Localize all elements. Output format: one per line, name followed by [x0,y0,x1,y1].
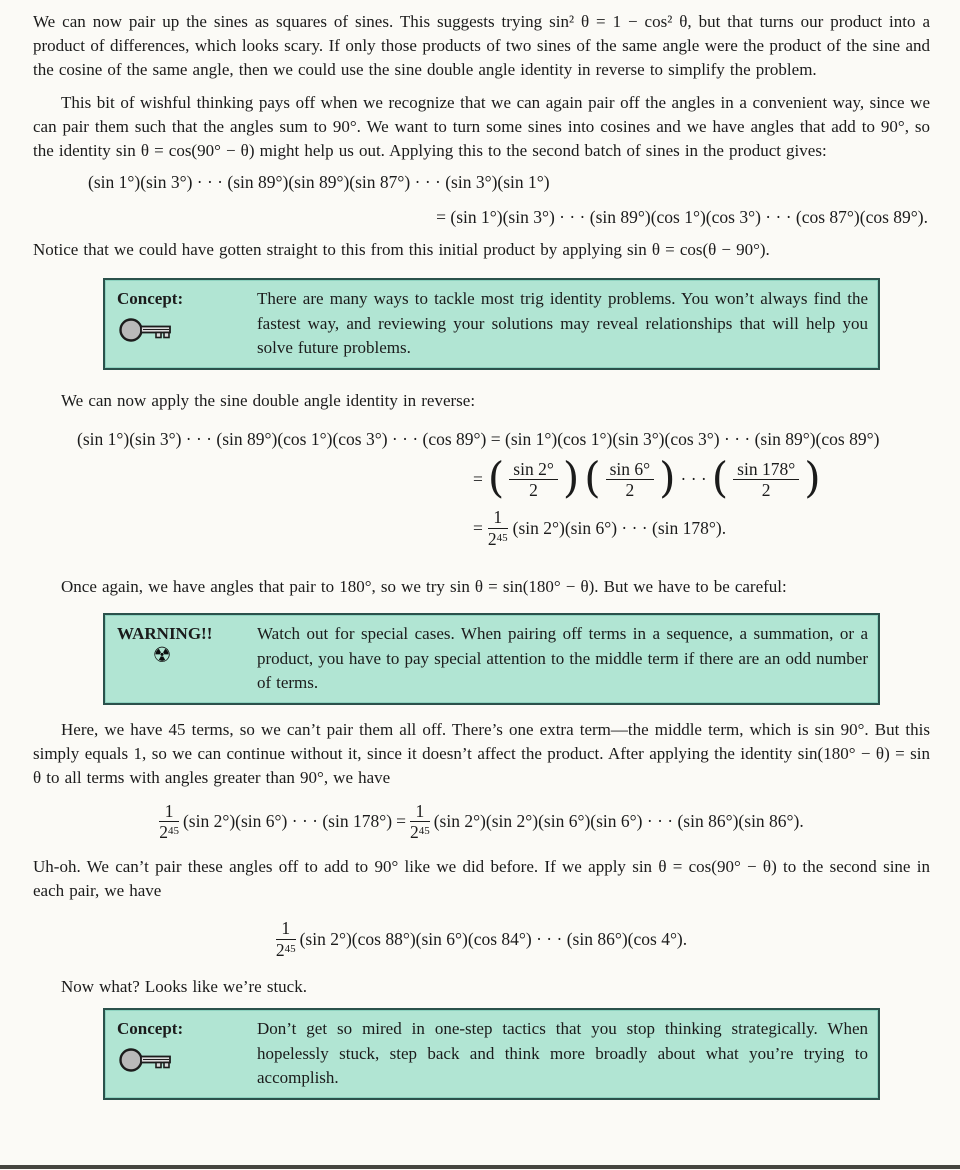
left-product: (sin 2°)(sin 6°) · · · (sin 178°) [182,811,393,832]
paragraph-apply-reverse: We can now apply the sine double angle identity in reverse: [61,390,476,410]
warning-label: WARNING!! [117,624,213,644]
product-terms: (sin 2°)(cos 88°)(sin 6°)(cos 84°) · · · (sin 86°)(cos 4°). [299,929,688,950]
equation-double-angle-line2: = ( $\frac{\sin 2^\circ}{2}$ ) ( $\frac{\sin 6^\circ}{2}$ ) · · · ( $\frac{\sin 178^\circ}{2}$ ) [473,452,821,502]
equation-pair-again [33,802,930,843]
concept-box-2-text: Don’t get so mired in one-step tactics that you stop thinking strategically. When hopelessly stuck, step back and think more broadly about what you’re trying to accomplish. [257,1019,868,1088]
key-icon [119,315,257,350]
paragraph-notice: Notice that we could have gotten straight to this from this initial product by applying sin θ = cos(θ − 90°). [33,240,770,259]
key-icon [119,1045,257,1080]
product-terms: (sin 2°)(sin 6°) · · · (sin 178°). [512,518,727,539]
paragraph-pair-squares: We can now pair up the sines as squares of sines. This suggests trying sin² θ = 1 − cos² θ, but that turns our product into a product of differences, which looks scary. If only those products of two sines of the same angle were the product of the sine and the cosine of the same angle, then we could use the sine double angle identity in reverse to simplify the problem. [33,12,930,79]
concept-box-2-label-column [117,1017,257,1091]
equals-sign: = [473,469,483,490]
fraction-one-over-2-45: $\frac{1}{2^{45}}$ [159,800,179,843]
paragraph-now-what: Now what? Looks like we’re stuck. [61,977,307,997]
fraction-one-over-2-45: $\frac{1}{2^{45}}$ [275,918,296,961]
paragraph-45-terms: Here, we have 45 terms, so we can’t pair them all off. There’s one extra term—the middle term, which is sin 90°. But this simply equals 1, so we can continue without it, since it doesn’t affect the product. After applying the identity sin(180° − θ) = sin θ to all terms with angles greater than 90°, we have [33,719,930,787]
equation-double-angle-line1: (sin 1°)(sin 3°) · · · (sin 89°)(cos 1°)(cos 3°) · · · (cos 89°) = (sin 1°)(cos 1°)(sin 3°)(cos 3°) · · · (sin 89°)(cos 89°) [77,428,880,449]
equation-sine-product-line1: (sin 1°)(sin 3°) · · · (sin 89°)(sin 89°)(sin 87°) · · · (sin 3°)(sin 1°) [88,172,550,192]
fraction-sin178-over-2: $\frac{\sin 178^\circ}{2}$ [733,460,799,501]
paragraph-once-again: Once again, we have angles that pair to 180°, so we try sin θ = sin(180° − θ). But we have to be careful: [61,577,787,597]
concept-box-1-label-column [117,287,257,361]
equation-sine-product-line2: = (sin 1°)(sin 3°) · · · (sin 89°)(cos 1°)(cos 3°) · · · (cos 87°)(cos 89°). [436,207,928,227]
right-product: (sin 2°)(sin 2°)(sin 6°)(sin 6°) · · · (sin 86°)(sin 86°). [433,811,804,832]
concept-box-1 [103,278,880,370]
radiation-icon: ☢ [152,643,172,668]
equals-sign: = [396,811,406,832]
fraction-sin6-over-2: $\frac{\sin 6^\circ}{2}$ [606,460,655,501]
equation-sin-cos-pairs [33,919,930,960]
concept-box-1-text: There are many ways to tackle most trig identity problems. You won’t always find the fastest way, and reviewing your solutions may reveal relationships that will help you solve future problems. [257,289,868,357]
ellipsis-dots: · · · [680,469,707,490]
paragraph-uh-oh: Uh-oh. We can’t pair these angles off to add to 90° like we did before. If we apply sin θ = cos(90° − θ) to the second sine in each pair, we have [33,857,930,901]
equation-double-angle-line3 [473,508,930,549]
scan-bottom-edge [0,1165,960,1169]
warning-box [103,613,880,705]
warning-box-label-column [117,622,257,696]
paragraph-wishful-thinking: This bit of wishful thinking pays off when we recognize that we can again pair off the angles in a convenient way, since we can pair them such that the angles sum to 90°. We want to turn some sines into cosines and we have angles that add to 90°, so the identity sin θ = cos(90° − θ) might help us out. Applying this to the second batch of sines in the product gives: [33,93,930,160]
concept-label: Concept: [117,289,184,308]
concept-box-2 [103,1008,880,1100]
equals-sign: = [473,518,483,539]
fraction-one-over-2-45: $\frac{1}{2^{45}}$ [409,800,430,843]
fraction-one-over-2-45: $\frac{1}{2^{45}}$ [487,507,508,550]
concept-label: Concept: [117,1019,184,1039]
warning-box-text: Watch out for special cases. When pairing off terms in a sequence, a summation, or a product, you have to pay special attention to the middle term if there are an odd number of terms. [257,624,868,693]
fraction-sin2-over-2: $\frac{\sin 2^\circ}{2}$ [509,460,558,501]
